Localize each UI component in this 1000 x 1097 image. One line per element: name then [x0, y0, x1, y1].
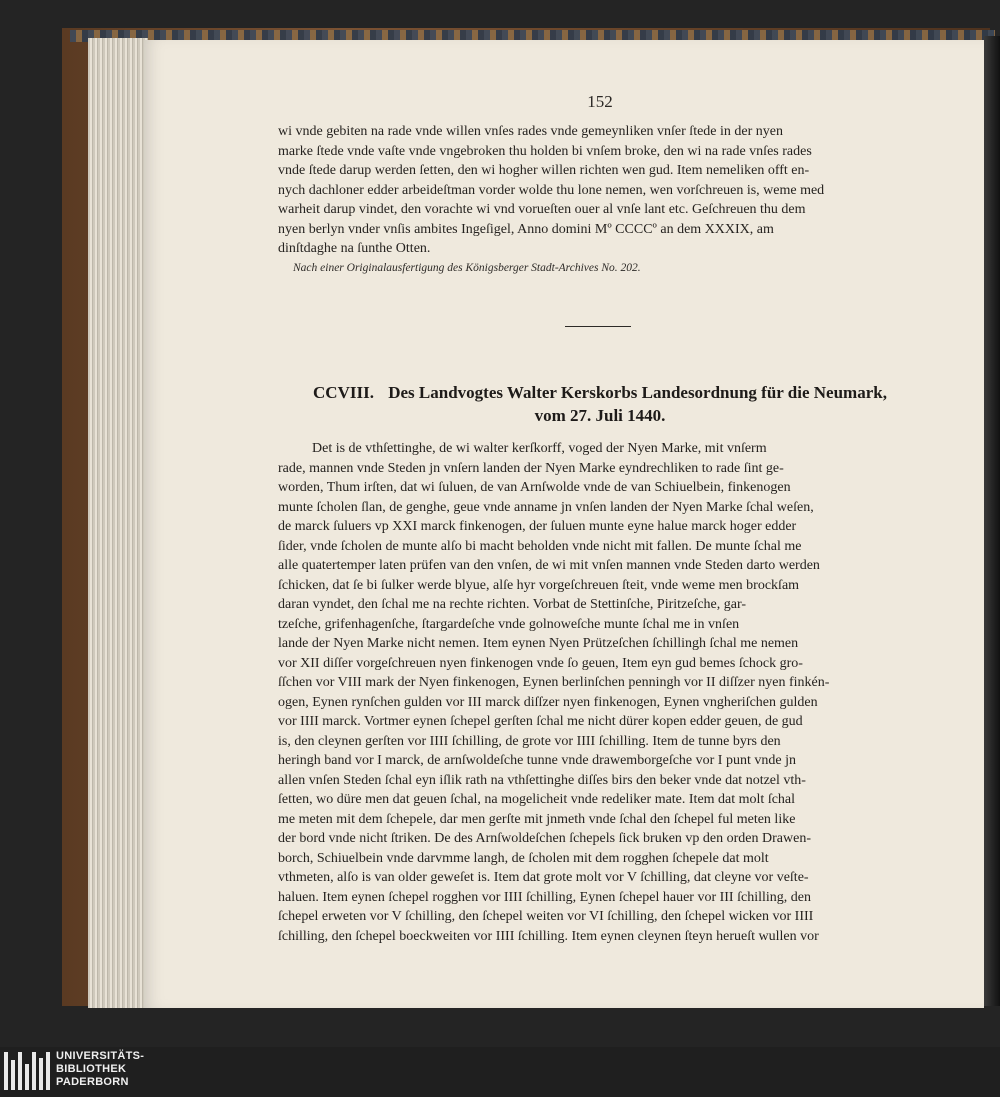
text-line: ſchicken, dat ſe bi ſulker werde blyue, alſe hyr vorgeſchreuen ſteit, vnde weme men brockſam [278, 577, 800, 593]
text-line: ſetten, wo düre men dat geuen ſchal, na mogelicheit vnde redeliker mate. Item dat molt ſchal [278, 792, 796, 807]
text-line: is, den cleynen gerſten vor IIII ſchilling, de grote vor IIII ſchilling. Item de tunne byrs den [278, 733, 781, 749]
text-line: ſſchen vor VIII mark der Nyen finkenogen, Eynen berlinſchen penningh vor II diſſzer nyen finkén- [278, 675, 830, 690]
source-note: Nach einer Originalausfertigung des Königsberger Stadt-Archives No. 202. [293, 262, 641, 274]
library-logo-text [56, 1050, 206, 1089]
document-title: Des Landvogtes Walter Kerskorbs Landesordnung für die Neumark, [388, 383, 887, 402]
text-line: borch, Schiuelbein vnde darvmme langh, de ſcholen mit dem rogghen ſchepele dat molt [278, 850, 769, 866]
text-line: de marck ſuluers vp XXI marck finkenogen, der ſuluen munte eyne halue marck hoger edder [278, 519, 797, 534]
text-line: daran vyndet, den ſchal me na rechte richten. Vorbat de Stettinſche, Piritzeſche, gar- [278, 597, 747, 612]
text-line: vor XII diſſer vorgeſchreuen nyen finkenogen vnde ſo geuen, Item eyn gud bemes ſchock gro- [278, 655, 803, 671]
text-line: vnde ſtede darup werden ſetten, den wi hogher willen richten wen gud. Item nemeliken offt en- [278, 163, 810, 178]
text-line: ogen, Eynen rynſchen gulden vor III marck diſſzer nyen finkenogen, Eynen vngheriſchen gulden [278, 694, 818, 710]
library-logo [4, 1050, 204, 1090]
text-line: warheit darup vindet, den vorachte wi vnd vorueſten ouer al vnſe lant etc. Geſchreuen thu dem [278, 202, 806, 217]
text-line: Det is de vthſettinghe, de wi walter kerſkorff, voged der Nyen Marke, mit vnſerm [312, 441, 767, 456]
library-logo-icon [4, 1052, 50, 1090]
text-line: nyen berlyn vnder vnſis ambites Ingeſigel, Anno domini Mº CCCCº an dem XXXIX, am [278, 221, 774, 237]
text-line: dinſtdaghe na ſunthe Otten. [278, 241, 431, 256]
logo-line: BIBLIOTHEK [56, 1063, 127, 1075]
text-line: alle quatertemper laten prüfen van den vnſen, de wi mit vnſen mannen vnde Steden darto werden [278, 558, 820, 573]
section-divider [565, 326, 631, 327]
text-line: der bord vnde nicht ſtriken. De des Arnſwoldeſchen ſchepels ſick bruken vp den orden Drawen- [278, 831, 811, 846]
text-line: rade, mannen vnde Steden jn vnſern landen der Nyen Marke eyndrechliken to rade ſint ge- [278, 460, 784, 476]
text-line: marke ſtede vnde vaſte vnde vngebroken thu holden bi vnſem broke, den wi na rade vnſes rades [278, 143, 812, 159]
document-heading [300, 381, 900, 427]
text-line: worden, Thum irſten, dat wi ſuluen, de van Arnſwolde vnde de van Schiuelbein, finkenogen [278, 480, 791, 495]
body-paragraph [278, 439, 918, 946]
logo-line: PADERBORN [56, 1076, 129, 1088]
text-line: munte ſcholen ſlan, de genghe, geue vnde anname jn vnſen landen der Nyen Marke ſchal weſen, [278, 499, 814, 515]
text-line: vthmeten, alſo is van older geweſet is. Item dat grote molt vor V ſchilling, dat cleyne vor veſte- [278, 870, 809, 885]
document-number: CCVIII. [313, 383, 374, 402]
text-line: tzeſche, grifenhagenſche, ſtargardeſche vnde golnoweſche munte ſchal me in vnſen [278, 616, 740, 632]
right-binding [984, 36, 1000, 1006]
text-line: heringh band vor I marck, de arnſwoldeſche tunne vnde drawemborgeſche vor I punt vnde jn [278, 753, 796, 768]
text-line: me meten mit dem ſchepele, dar men gerſte mit jnmeth vnde ſchal den ſchepel ful meten like [278, 811, 796, 827]
text-line: haluen. Item eynen ſchepel rogghen vor IIII ſchilling, Eynen ſchepel hauer vor III ſchilling, den [278, 889, 811, 905]
text-line: vor IIII marck. Vortmer eynen ſchepel gerſten ſchal me nicht dürer kopen edder geuen, de gud [278, 714, 803, 729]
text-line: ſchepel erweten vor V ſchilling, den ſchepel weiten vor VI ſchilling, den ſchepel wicken vor IIII [278, 909, 814, 924]
page-number: 152 [587, 92, 613, 111]
text-line: nych dachloner edder arbeideſtman vorder wolde thu lone nemen, wen vorſchreuen is, weme med [278, 182, 825, 198]
page-stack-edges [88, 38, 148, 1008]
text-line: ſchilling, den ſchepel boeckweiten vor IIII ſchilling. Item eynen cleynen ſteyn herueſt wullen vor [278, 928, 819, 944]
logo-line: UNIVERSITÄTS- [56, 1050, 145, 1062]
text-line: lande der Nyen Marke nicht nemen. Item eynen Nyen Prützeſchen ſchillingh ſchal me nemen [278, 636, 799, 651]
text-line: allen vnſen Steden ſchal eyn iſlik rath na vthſettinghe diſſes birs den beker vnde dat notzel vth- [278, 772, 806, 788]
opening-paragraph [278, 122, 918, 259]
document-date: vom 27. Juli 1440. [534, 406, 666, 425]
text-line: wi vnde gebiten na rade vnde willen vnſes rades vnde gemeynliken vnſer ſtede in der nyen [278, 124, 783, 139]
text-line: ſider, vnde ſcholen de munte alſo bi macht beholden vnde nicht mit fallen. De munte ſchal me [278, 538, 802, 554]
